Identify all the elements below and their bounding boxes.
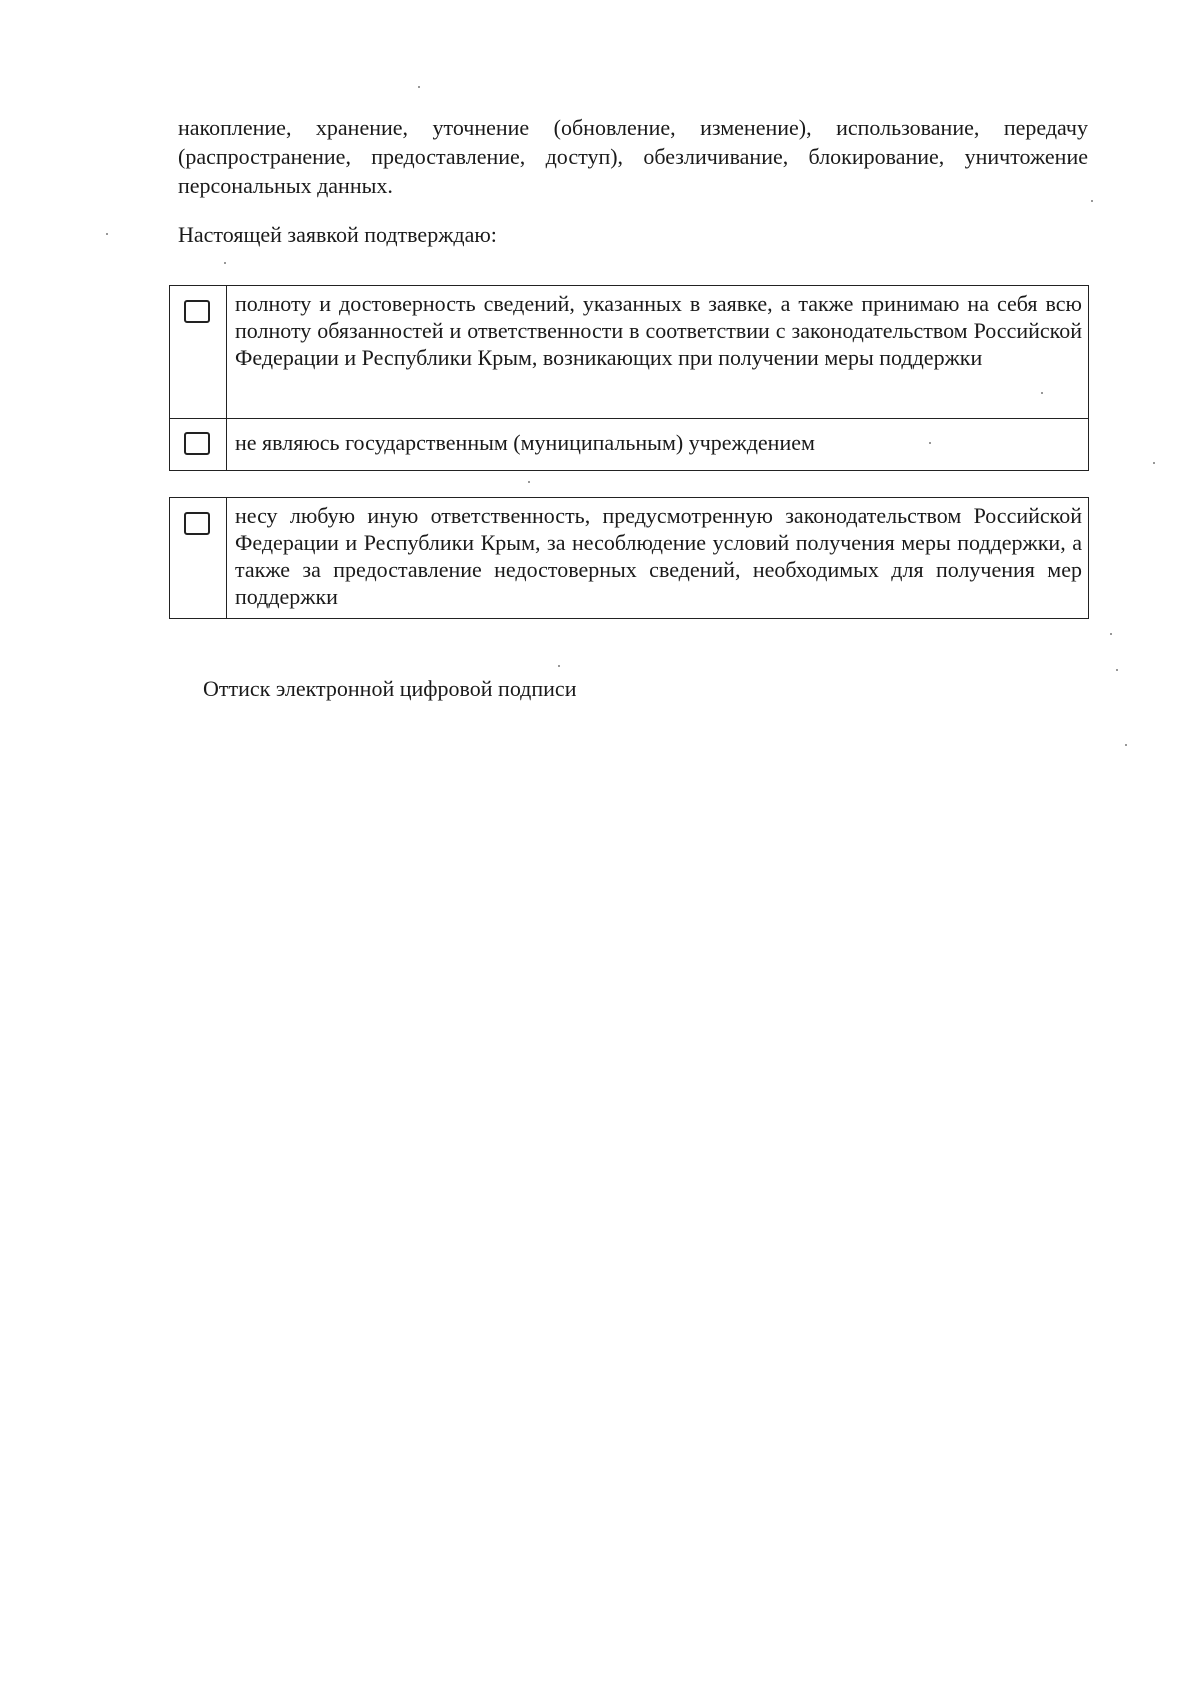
scan-speck bbox=[528, 481, 530, 483]
scan-speck bbox=[106, 233, 108, 235]
checkbox-cell bbox=[170, 419, 227, 471]
checkbox-other-liability[interactable] bbox=[184, 512, 210, 535]
scan-speck bbox=[1125, 744, 1127, 746]
signature-label: Оттиск электронной цифровой подписи bbox=[203, 676, 577, 701]
checkbox-not-state-institution[interactable] bbox=[184, 432, 210, 455]
table-row bbox=[170, 419, 1089, 471]
scan-speck bbox=[224, 262, 226, 264]
checkbox-full-responsibility[interactable] bbox=[184, 300, 210, 323]
confirmation-table-1 bbox=[169, 285, 1089, 471]
scan-speck bbox=[558, 665, 560, 667]
checkbox-cell bbox=[170, 286, 227, 419]
table-row bbox=[170, 498, 1089, 619]
scan-speck bbox=[1153, 462, 1155, 464]
scan-speck bbox=[1041, 392, 1043, 394]
scan-speck bbox=[1110, 633, 1112, 635]
scan-speck bbox=[929, 442, 931, 444]
scan-speck bbox=[1116, 669, 1118, 671]
confirmation-table-2 bbox=[169, 497, 1089, 619]
scan-speck bbox=[418, 86, 420, 88]
row-text-other-liability: несу любую иную ответственность, предусмотренную законодательством Российской Федерации и Республики Крым, за несоблюдение условий получения меры поддержки, а также за предоставление недостоверных сведений, необходимых для получения мер поддержки bbox=[227, 498, 1089, 619]
row-text-not-state-institution: не являюсь государственным (муниципальным) учреждением bbox=[227, 419, 1089, 471]
table-row bbox=[170, 286, 1089, 419]
intro-paragraph: накопление, хранение, уточнение (обновление, изменение), использование, передачу (распространение, предоставление, доступ), обезличивание, блокирование, уничтожение персональных данных. bbox=[178, 115, 1088, 198]
confirmation-heading: Настоящей заявкой подтверждаю: bbox=[178, 222, 497, 247]
row-text-full-responsibility: полноту и достоверность сведений, указанных в заявке, а также принимаю на себя всю полноту обязанностей и ответственности в соответствии с законодательством Российской Федерации и Республики Крым, возникающих при получении меры поддержки bbox=[227, 286, 1089, 419]
checkbox-cell bbox=[170, 498, 227, 619]
scan-speck bbox=[1091, 200, 1093, 202]
